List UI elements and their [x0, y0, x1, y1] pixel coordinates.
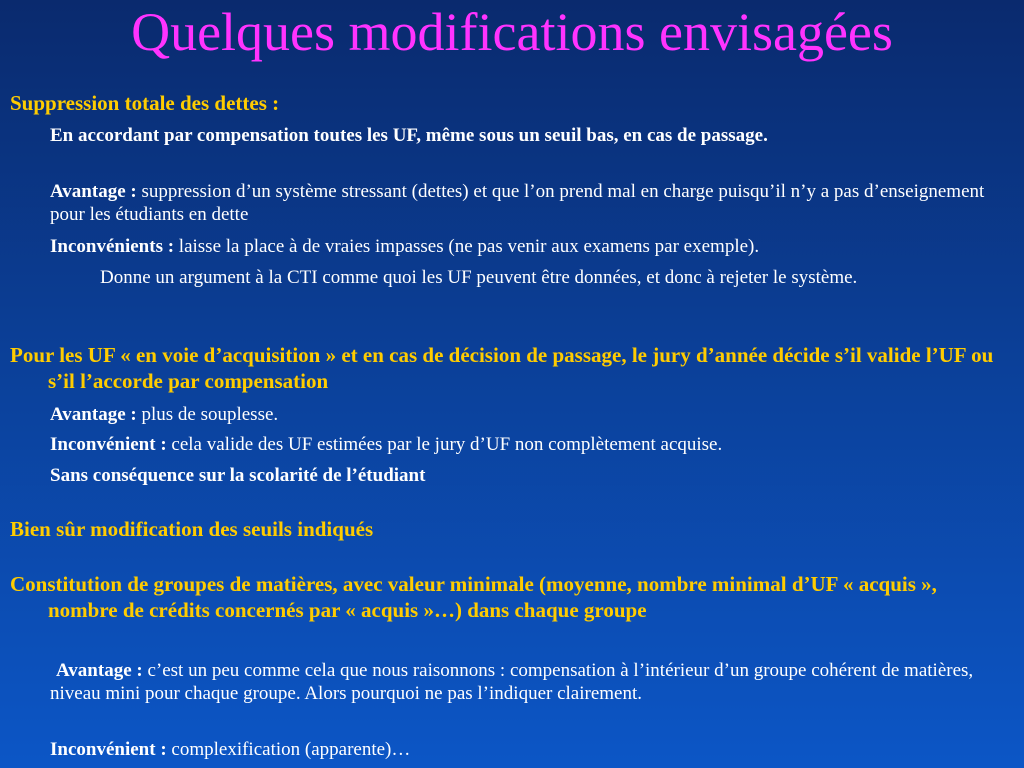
section-4-drawback-label: Inconvénient : [50, 739, 167, 760]
section-2-drawback-text: cela valide des UF estimées par le jury d’UF non complètement acquise. [166, 434, 723, 455]
section-4-advantage-label: Avantage : [56, 660, 143, 681]
section-4-advantage-text: c’est un peu comme cela que nous raisonnons : compensation à l’intérieur d’un groupe cohérent de matières, niveau mini pour chaque groupe. Alors pourquoi ne pas l’indiquer clairement. [50, 660, 974, 704]
section-1-advantage-label: Avantage : [50, 181, 137, 202]
section-2-note: Sans conséquence sur la scolarité de l’étudiant [50, 465, 426, 486]
section-4-drawback-text: complexification (apparente)… [166, 739, 411, 760]
section-2-advantage-text: plus de souplesse. [136, 404, 279, 425]
section-1-detail: En accordant par compensation toutes les UF, même sous un seuil bas, en cas de passage. [50, 125, 768, 146]
section-1-advantage [50, 180, 1015, 226]
section-2-advantage [50, 403, 1015, 426]
section-4-heading: Constitution de groupes de matières, avec valeur minimale (moyenne, nombre minimal d’UF « acquis », nombre de crédits concernés par « acquis »…) dans chaque groupe [10, 572, 937, 622]
section-2-advantage-label: Avantage : [50, 404, 137, 425]
section-2-drawback-label: Inconvénient : [50, 434, 167, 455]
slide-title: Quelques modifications envisagées [131, 2, 893, 62]
section-1-heading: Suppression totale des dettes : [10, 91, 280, 115]
section-3-heading: Bien sûr modification des seuils indiqués [10, 517, 374, 541]
section-1-advantage-text: suppression d’un système stressant (dettes) et que l’on prend mal en charge puisqu’il n’y a pas d’enseignement pour les étudiants en dette [50, 181, 985, 225]
section-1-drawback-label: Inconvénients : [50, 236, 175, 257]
section-1-note: Donne un argument à la CTI comme quoi les UF peuvent être données, et donc à rejeter le système. [100, 267, 858, 288]
section-1-drawback [50, 235, 1015, 258]
section-2-heading: Pour les UF « en voie d’acquisition » et en cas de décision de passage, le jury d’année décide s’il valide l’UF ou s’il l’accorde par compensation [10, 343, 994, 393]
section-4-advantage [50, 659, 1015, 705]
section-2-drawback [50, 433, 1015, 456]
section-4-drawback [50, 738, 1015, 761]
section-1-drawback-text: laisse la place à de vraies impasses (ne pas venir aux examens par exemple). [174, 236, 760, 257]
